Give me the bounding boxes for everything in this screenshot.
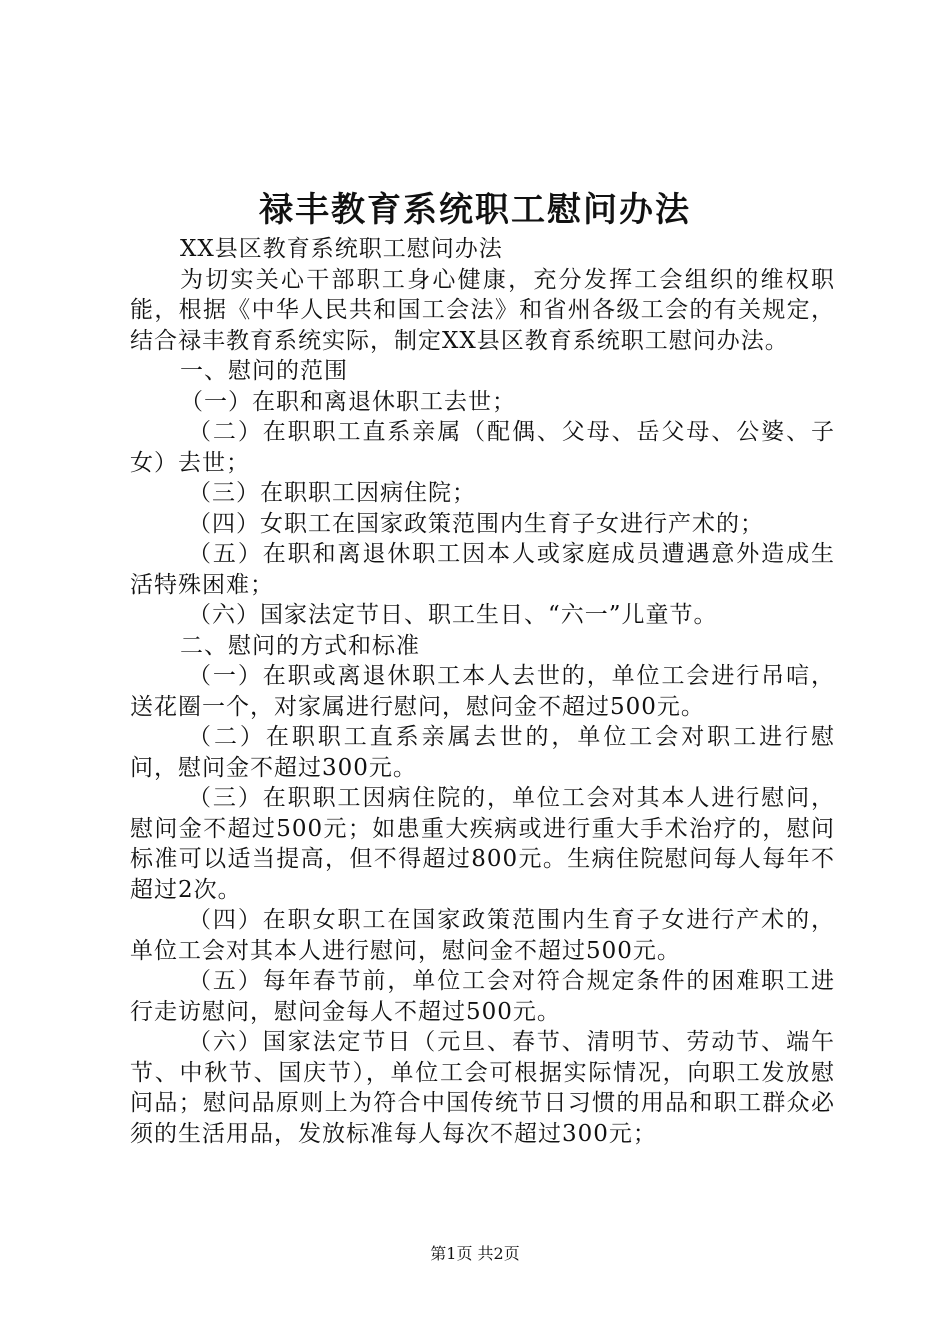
document-title: 禄丰教育系统职工慰问办法 <box>259 190 691 230</box>
list-item: （二）在职职工直系亲属（配偶、父母、岳父母、公婆、子女）去世； <box>130 419 835 476</box>
section-heading-scope: 一、慰问的范围 <box>180 358 348 384</box>
section-heading-standards: 二、慰问的方式和标准 <box>180 632 420 659</box>
list-item: （四）在职女职工在国家政策范围内生育子女进行产术的，单位工会对其本人进行慰问，慰问金不超过500元。 <box>130 907 835 964</box>
list-item: （五）在职和离退休职工因本人或家庭成员遭遇意外造成生活特殊困难； <box>130 541 835 598</box>
list-item: （六）国家法定节日（元旦、春节、清明节、劳动节、端午节、中秋节、国庆节），单位工会可根据实际情况，向职工发放慰问品；慰问品原则上为符合中国传统节日习惯的用品和职工群众必须的生活用品，发放标准每人每次不超过300元； <box>130 1029 835 1147</box>
list-item: （五）每年春节前，单位工会对符合规定条件的困难职工进行走访慰问，慰问金每人不超过500元。 <box>130 968 835 1025</box>
page-footer: 第1页 共2页 <box>430 1244 520 1263</box>
list-item: （二）在职职工直系亲属去世的，单位工会对职工进行慰问，慰问金不超过300元。 <box>130 724 835 781</box>
document-body <box>130 234 835 1149</box>
paragraph-intro: 为切实关心干部职工身心健康，充分发挥工会组织的维权职能，根据《中华人民共和国工会法》和省州各级工会的有关规定，结合禄丰教育系统实际，制定XX县区教育系统职工慰问办法。 <box>130 266 835 354</box>
list-item: （四）女职工在国家政策范围内生育子女进行产术的； <box>188 510 764 537</box>
list-item: （六）国家法定节日、职工生日、“六一”儿童节。 <box>188 602 718 628</box>
list-item: （三）在职职工因病住院的，单位工会对其本人进行慰问，慰问金不超过500元；如患重大疾病或进行重大手术治疗的，慰问标准可以适当提高，但不得超过800元。生病住院慰问每人每年不超过2次。 <box>130 785 835 903</box>
list-item: （一）在职或离退休职工本人去世的，单位工会进行吊唁，送花圈一个，对家属进行慰问，慰问金不超过500元。 <box>130 663 835 720</box>
list-item: （三）在职职工因病住院； <box>188 480 476 506</box>
paragraph-subtitle: XX县区教育系统职工慰问办法 <box>180 236 503 262</box>
list-item: （一）在职和离退休职工去世； <box>180 388 516 415</box>
